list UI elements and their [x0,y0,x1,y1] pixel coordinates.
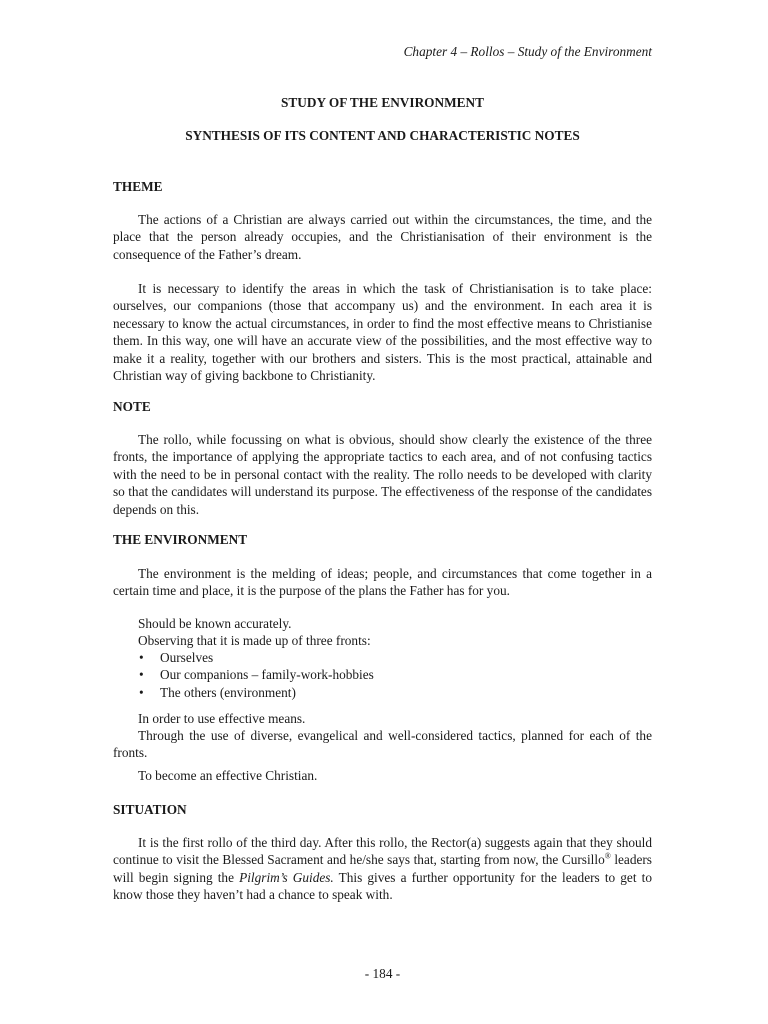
fronts-list [113,649,374,701]
bullet-icon: • [139,667,144,683]
list-item [113,649,374,666]
bullet-icon: • [139,684,144,700]
list-item-text: The others (environment) [160,684,296,700]
pilgrims-guides-title: Pilgrim’s Guides. [239,869,334,885]
document-subtitle: SYNTHESIS OF ITS CONTENT AND CHARACTERISTIC NOTES [185,128,580,143]
situation-paragraph-1 [113,834,652,904]
environment-line-effective: To become an effective Christian. [138,768,318,783]
bullet-icon: • [139,650,144,665]
page-number: - 184 - [364,966,401,981]
theme-paragraph-1: The actions of a Christian are always carried out within the circumstances, the time, and the place that the person already occupies, and the Christianisation of their environment is the consequence of the Father’s dream. [113,212,652,262]
registered-mark: ® [604,851,611,861]
environment-heading: THE ENVIRONMENT [113,532,248,547]
environment-line-tactics: Through the use of diverse, evangelical and well-considered tactics, planned for each of the fronts. [113,728,652,761]
note-paragraph-1: The rollo, while focussing on what is obvious, should show clearly the existence of the three fronts, the importance of applying the appropriate tactics to each area, and of not confusing tactics with the need to be in personal contact with the reality. The rollo needs to be developed with clarity so that the candidates will understand its purpose. The effectiveness of the response of the candidates depends on this. [113,432,652,517]
situation-heading: SITUATION [113,802,187,817]
list-item-text: Our companions – family-work-hobbies [160,667,374,683]
situation-text-1: It is the first rollo of the third day. After this rollo, the Rector(a) suggests again that they should continue to visit the Blessed Sacrament and he/she says that, starting from now, the Cursillo [113,835,652,868]
theme-paragraph-2: It is necessary to identify the areas in which the task of Christianisation is to take place: ourselves, our companions (those that accompany us) and the environment. In each area it is necessary to know the actual circumstances, in order to find the most effective means to Christianise them. In this way, one will have an accurate view of the possibilities, and the most effective way to make it a reality, together with our brothers and sisters. This is the most practical, attainable and Christian way of giving backbone to Christianity. [113,281,652,384]
theme-heading: THEME [113,179,163,194]
list-item [113,666,374,683]
document-page [113,0,652,1024]
environment-line-known: Should be known accurately. [138,616,292,631]
environment-paragraph-1: The environment is the melding of ideas; people, and circumstances that come together in a certain time and place, it is the purpose of the plans the Father has for you. [113,566,652,599]
situation-text-3: This gives a further opportunity for the leaders to get to know those they haven’t had a chance to speak with. [113,869,652,903]
environment-line-fronts: Observing that it is made up of three fronts: [138,633,371,648]
note-heading: NOTE [113,399,151,414]
running-header: Chapter 4 – Rollos – Study of the Environment [403,44,652,59]
situation-text-2: leaders will begin signing the [113,852,652,885]
list-item-text: Ourselves [160,650,214,665]
environment-line-means: In order to use effective means. [138,711,306,726]
document-title: STUDY OF THE ENVIRONMENT [280,95,485,110]
list-item [113,684,374,701]
